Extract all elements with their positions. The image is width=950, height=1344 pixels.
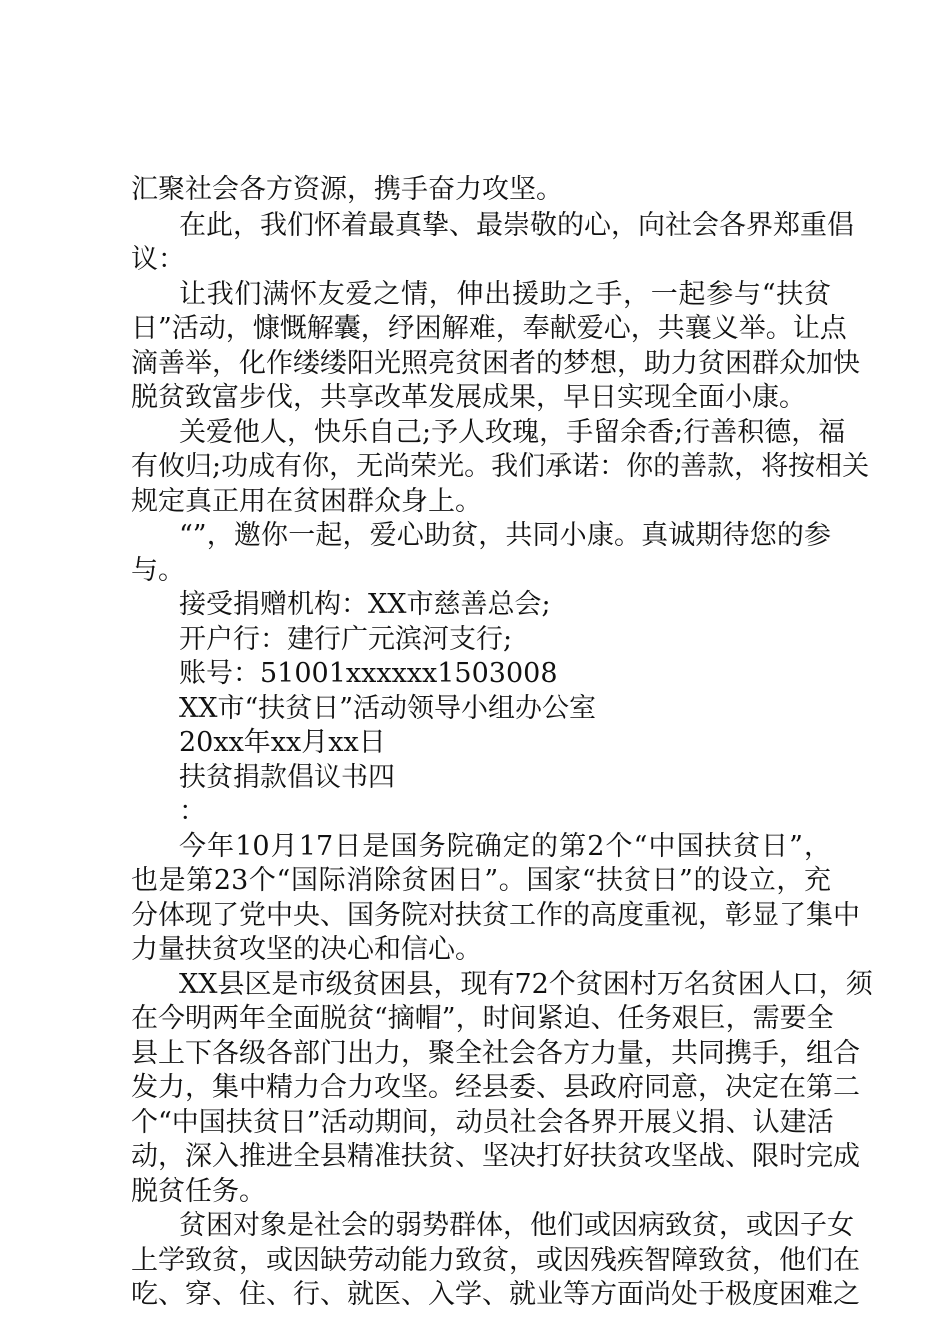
text-line: 日”活动，慷慨解囊，纾困解难，奉献爱心，共襄义举。让点 <box>131 313 847 344</box>
text-line: 发力，集中精力合力攻坚。经县委、县政府同意，决定在第二 <box>131 1072 860 1103</box>
text-line: 有攸归;功成有你，无尚荣光。我们承诺：你的善款，将按相关 <box>131 451 870 482</box>
text-line: 也是第23个“国际消除贫困日”。国家“扶贫日”的设立，充 <box>131 865 831 896</box>
text-line: 脱贫致富步伐，共享改革发展成果，早日实现全面小康。 <box>131 382 806 413</box>
text-line: 议： <box>131 244 185 275</box>
text-line: 开户行：建行广元滨河支行; <box>179 624 513 655</box>
text-line: 接受捐赠机构：XX市慈善总会; <box>179 589 551 620</box>
text-line: 县上下各级各部门出力，聚全社会各方力量，共同携手，组合 <box>131 1038 860 1069</box>
text-line: “”，邀你一起，爱心助贫，共同小康。真诚期待您的参 <box>179 520 831 551</box>
text-line: XX县区是市级贫困县，现有72个贫困村万名贫困人口，须 <box>179 969 873 1000</box>
text-line: 贫困对象是社会的弱势群体，他们或因病致贫，或因子女 <box>179 1210 854 1241</box>
text-line: 在此，我们怀着最真挚、最崇敬的心，向社会各界郑重倡 <box>179 210 854 241</box>
text-line: 脱贫任务。 <box>131 1176 266 1207</box>
text-line: 吃、穿、住、行、就医、入学、就业等方面尚处于极度困难之 <box>131 1279 860 1310</box>
text-line: 汇聚社会各方资源，携手奋力攻坚。 <box>131 174 563 205</box>
text-line: ： <box>179 796 206 827</box>
text-line: 个“中国扶贫日”活动期间，动员社会各界开展义捐、认建活 <box>131 1107 834 1138</box>
text-line: 20xx年xx月xx日 <box>179 727 386 758</box>
text-line: 与。 <box>131 555 185 586</box>
text-line: 力量扶贫攻坚的决心和信心。 <box>131 934 482 965</box>
text-line: 今年10月17日是国务院确定的第2个“中国扶贫日”， <box>179 831 831 862</box>
text-line: 让我们满怀友爱之情，伸出援助之手，一起参与“扶贫 <box>179 279 831 310</box>
text-line: 分体现了党中央、国务院对扶贫工作的高度重视，彰显了集中 <box>131 900 860 931</box>
text-line: 关爱他人，快乐自己;予人玫瑰，手留余香;行善积德，福 <box>179 417 846 448</box>
text-line: 上学致贫，或因缺劳动能力致贫，或因残疾智障致贫，他们在 <box>131 1245 860 1276</box>
text-line: 账号：51001xxxxxx1503008 <box>179 658 558 689</box>
text-line: 规定真正用在贫困群众身上。 <box>131 486 482 517</box>
text-line: 滴善举，化作缕缕阳光照亮贫困者的梦想，助力贫困群众加快 <box>131 348 860 379</box>
text-line: 扶贫捐款倡议书四 <box>179 762 395 793</box>
text-line: XX市“扶贫日”活动领导小组办公室 <box>179 693 597 724</box>
text-line: 动，深入推进全县精准扶贫、坚决打好扶贫攻坚战、限时完成 <box>131 1141 860 1172</box>
text-line: 在今明两年全面脱贫“摘帽”，时间紧迫、任务艰巨，需要全 <box>131 1003 834 1034</box>
